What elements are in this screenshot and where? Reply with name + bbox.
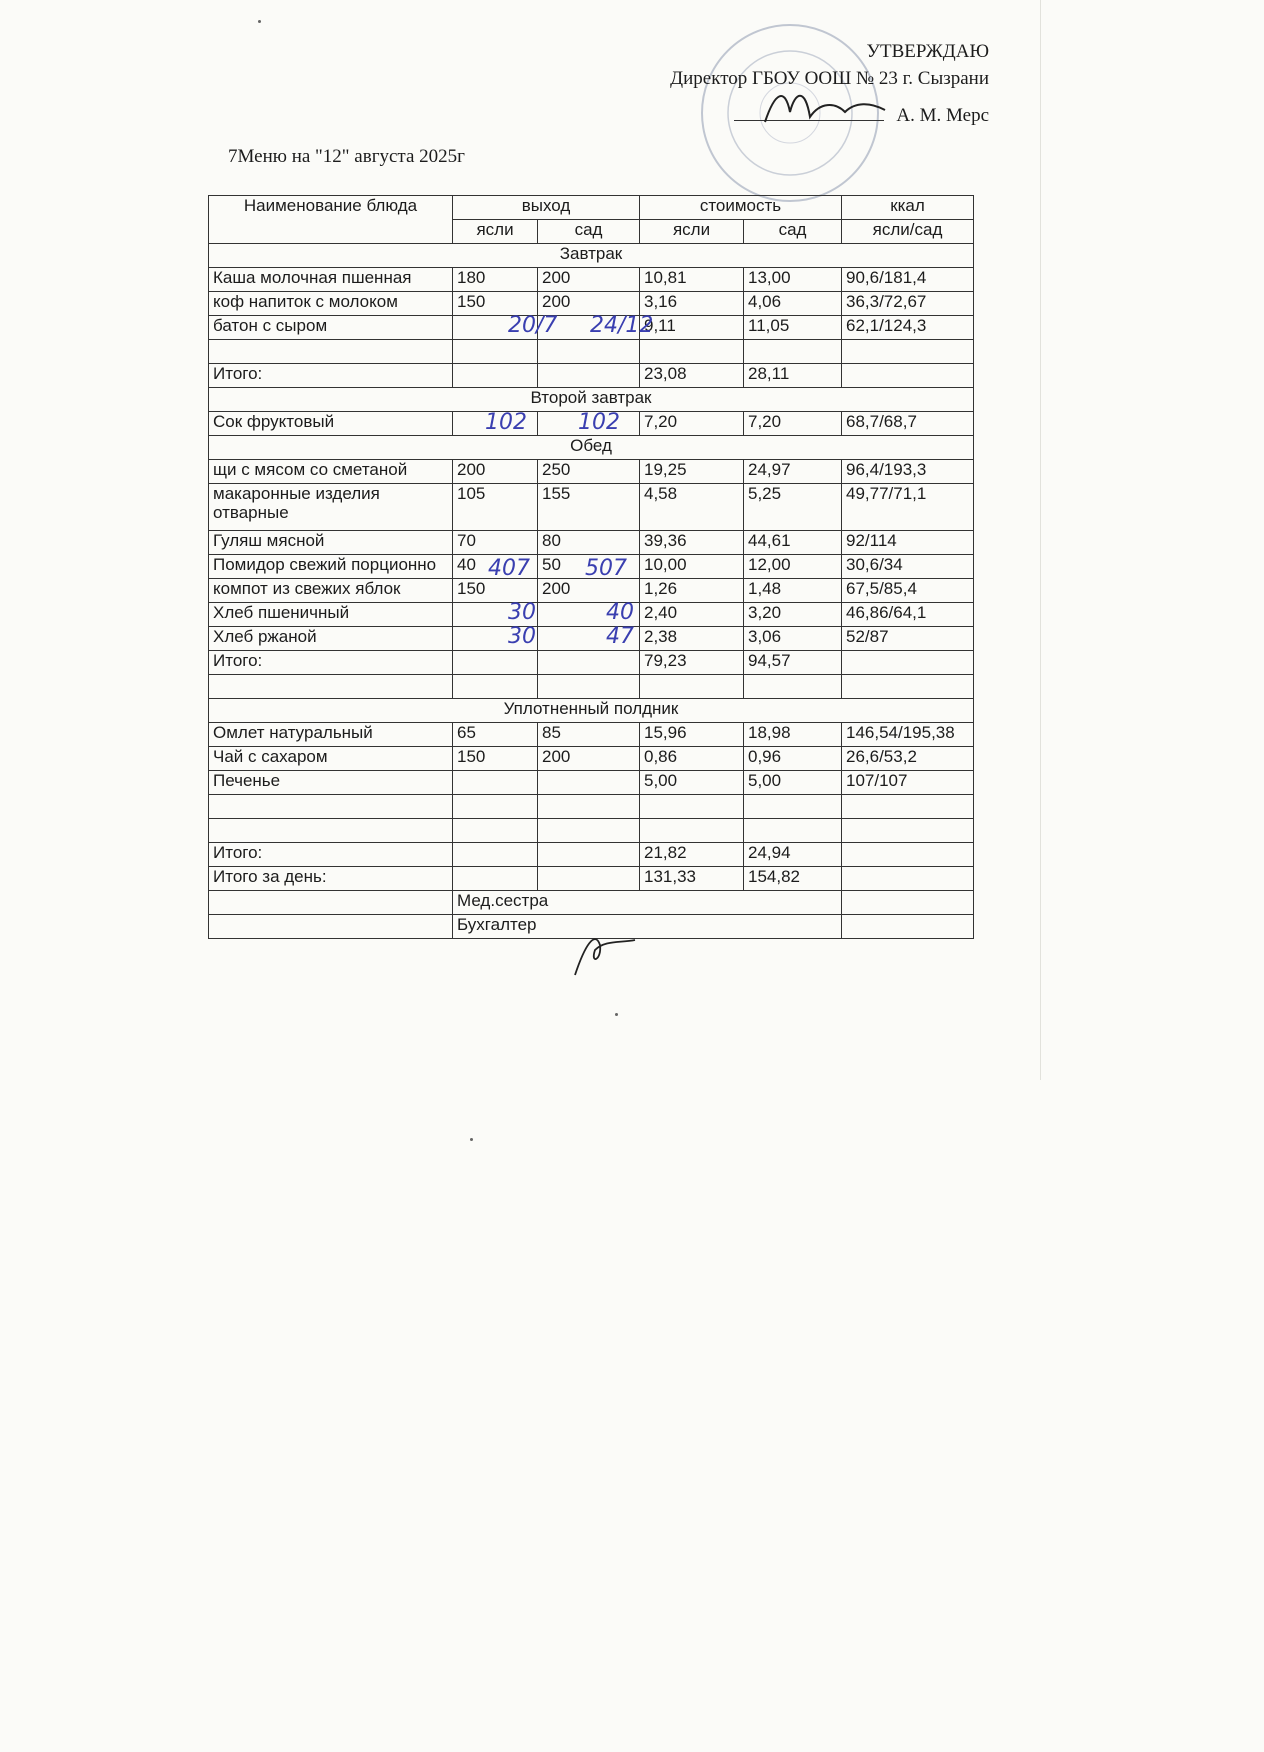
table-cell: коф напиток с молоком: [209, 292, 453, 316]
table-cell: [538, 843, 640, 867]
table-cell: 1,26: [640, 579, 744, 603]
table-cell: Каша молочная пшенная: [209, 268, 453, 292]
table-row: [209, 843, 974, 867]
table-cell: [538, 771, 640, 795]
speck: [470, 1138, 473, 1141]
table-cell: 90,6/181,4: [842, 268, 974, 292]
hand-tomato-garden: 507: [585, 556, 627, 581]
table-cell: 200: [538, 579, 640, 603]
table-row: [209, 675, 974, 699]
hand-baton-nursery: 20/7: [508, 313, 558, 338]
table-row: [209, 723, 974, 747]
table-cell: Чай с сахаром: [209, 747, 453, 771]
table-cell: 26,6/53,2: [842, 747, 974, 771]
table-cell: 10,00: [640, 555, 744, 579]
table-cell: Помидор свежий порционно: [209, 555, 453, 579]
table-cell: 49,77/71,1: [842, 484, 974, 531]
table-row: [209, 603, 974, 627]
table-cell: [453, 843, 538, 867]
approval-position: Директор ГБОУ ООШ № 23 г. Сызрани: [670, 68, 989, 89]
section-title: Завтрак: [209, 244, 974, 268]
table-cell: [209, 340, 453, 364]
table-cell: компот из свежих яблок: [209, 579, 453, 603]
table-cell: 19,25: [640, 460, 744, 484]
table-cell: 10,81: [640, 268, 744, 292]
section-row: [209, 436, 974, 460]
table-cell: [209, 795, 453, 819]
accountant-signature: [570, 925, 640, 980]
table-cell: Итого за день:: [209, 867, 453, 891]
section-title: Уплотненный полдник: [209, 699, 974, 723]
table-row: [209, 819, 974, 843]
hand-juice-nursery: 102: [485, 410, 527, 435]
table-cell: 0,96: [744, 747, 842, 771]
table-cell: [842, 364, 974, 388]
table-cell: Хлеб пшеничный: [209, 603, 453, 627]
table-cell: 18,98: [744, 723, 842, 747]
table-row: [209, 555, 974, 579]
table-cell: [209, 819, 453, 843]
table-cell: 0,86: [640, 747, 744, 771]
table-cell: 2,38: [640, 627, 744, 651]
header-cost-garden: сад: [744, 220, 842, 244]
section-row: [209, 699, 974, 723]
table-cell: 13,00: [744, 268, 842, 292]
section-title: Обед: [209, 436, 974, 460]
speck: [258, 20, 261, 23]
table-cell: 44,61: [744, 531, 842, 555]
table-cell: [538, 627, 640, 651]
table-cell: 150: [453, 579, 538, 603]
table-cell: 146,54/195,38: [842, 723, 974, 747]
table-cell: 5,25: [744, 484, 842, 531]
table-cell: щи с мясом со сметаной: [209, 460, 453, 484]
table-cell: 46,86/64,1: [842, 603, 974, 627]
hand-rye-nursery: 30: [508, 624, 536, 649]
table-cell: 80: [538, 531, 640, 555]
table-cell: 200: [538, 292, 640, 316]
table-cell: [842, 651, 974, 675]
table-cell: [640, 675, 744, 699]
table-cell: 67,5/85,4: [842, 579, 974, 603]
signature-line: [734, 120, 884, 121]
table-cell: [538, 795, 640, 819]
empty-cell: [842, 915, 974, 939]
table-cell: [538, 819, 640, 843]
table-cell: Гуляш мясной: [209, 531, 453, 555]
hand-wheat-garden: 40: [606, 600, 634, 625]
menu-title: 7Меню на "12" августа 2025г: [228, 146, 465, 167]
table-row: [209, 484, 974, 531]
table-row: [209, 867, 974, 891]
table-cell: [453, 771, 538, 795]
table-cell: Итого:: [209, 364, 453, 388]
table-cell: [453, 316, 538, 340]
table-cell: [640, 795, 744, 819]
table-cell: 85: [538, 723, 640, 747]
header-dish: Наименование блюда: [209, 196, 453, 244]
table-cell: [842, 819, 974, 843]
table-cell: 50: [538, 555, 640, 579]
table-cell: [453, 819, 538, 843]
table-cell: 1,48: [744, 579, 842, 603]
table-cell: 3,20: [744, 603, 842, 627]
table-cell: [453, 675, 538, 699]
table-cell: [842, 675, 974, 699]
table-cell: 3,16: [640, 292, 744, 316]
table-cell: [842, 843, 974, 867]
table-row: [209, 531, 974, 555]
table-cell: [538, 316, 640, 340]
footer-label: Мед.сестра: [453, 891, 842, 915]
table-cell: 28,11: [744, 364, 842, 388]
page-edge: [1040, 0, 1041, 1080]
menu-table: [208, 195, 974, 939]
table-cell: 4,58: [640, 484, 744, 531]
table-cell: [640, 340, 744, 364]
table-cell: 65: [453, 723, 538, 747]
table-cell: 40: [453, 555, 538, 579]
table-cell: [209, 675, 453, 699]
speck: [615, 1013, 618, 1016]
table-cell: 15,96: [640, 723, 744, 747]
section-row: [209, 388, 974, 412]
table-row: [209, 364, 974, 388]
table-row: [209, 627, 974, 651]
table-cell: 79,23: [640, 651, 744, 675]
table-cell: макаронные изделия отварные: [209, 484, 453, 531]
table-cell: 36,3/72,67: [842, 292, 974, 316]
empty-cell: [842, 891, 974, 915]
table-row: [209, 292, 974, 316]
table-cell: [453, 412, 538, 436]
hand-wheat-nursery: 30: [508, 600, 536, 625]
table-row: [209, 268, 974, 292]
table-row: [209, 579, 974, 603]
approval-block: [670, 38, 989, 129]
table-cell: 107/107: [842, 771, 974, 795]
table-cell: 21,82: [640, 843, 744, 867]
table-cell: 70: [453, 531, 538, 555]
table-cell: [453, 795, 538, 819]
table-cell: [453, 364, 538, 388]
table-cell: 200: [453, 460, 538, 484]
table-cell: 2,40: [640, 603, 744, 627]
table-row: [209, 651, 974, 675]
table-cell: 131,33: [640, 867, 744, 891]
table-cell: Сок фруктовый: [209, 412, 453, 436]
footer-label: Бухгалтер: [453, 915, 842, 939]
table-cell: 52/87: [842, 627, 974, 651]
table-cell: 3,06: [744, 627, 842, 651]
table-cell: 7,20: [744, 412, 842, 436]
table-cell: [453, 867, 538, 891]
table-cell: 9,11: [640, 316, 744, 340]
table-cell: Печенье: [209, 771, 453, 795]
table-row: [209, 460, 974, 484]
hand-baton-garden: 24/12: [590, 313, 654, 338]
table-cell: [744, 819, 842, 843]
hand-rye-garden: 47: [606, 624, 634, 649]
table-row: [209, 771, 974, 795]
table-cell: [538, 867, 640, 891]
table-cell: Омлет натуральный: [209, 723, 453, 747]
table-cell: 150: [453, 747, 538, 771]
table-cell: [538, 412, 640, 436]
header-output: выход: [453, 196, 640, 220]
table-row: [209, 340, 974, 364]
table-row: [209, 795, 974, 819]
table-cell: [453, 627, 538, 651]
table-cell: 96,4/193,3: [842, 460, 974, 484]
table-cell: [744, 340, 842, 364]
table-cell: [453, 340, 538, 364]
hand-juice-garden: 102: [578, 410, 620, 435]
approval-name: А. М. Мерс: [896, 105, 989, 126]
header-kcal: ккал: [842, 196, 974, 220]
table-cell: 7,20: [640, 412, 744, 436]
table-cell: 68,7/68,7: [842, 412, 974, 436]
empty-cell: [209, 915, 453, 939]
table-cell: [842, 867, 974, 891]
table-cell: 150: [453, 292, 538, 316]
table-row: [209, 412, 974, 436]
header-output-nursery: ясли: [453, 220, 538, 244]
table-cell: 200: [538, 747, 640, 771]
table-cell: 4,06: [744, 292, 842, 316]
table-cell: 24,97: [744, 460, 842, 484]
table-cell: 5,00: [640, 771, 744, 795]
header-kcal-sub: ясли/сад: [842, 220, 974, 244]
table-cell: [640, 819, 744, 843]
table-cell: 94,57: [744, 651, 842, 675]
section-row: [209, 244, 974, 268]
table-cell: 12,00: [744, 555, 842, 579]
table-cell: 39,36: [640, 531, 744, 555]
table-cell: [453, 651, 538, 675]
table-cell: Итого:: [209, 651, 453, 675]
header-output-garden: сад: [538, 220, 640, 244]
table-cell: 11,05: [744, 316, 842, 340]
table-cell: [744, 675, 842, 699]
table-cell: 24,94: [744, 843, 842, 867]
table-cell: 180: [453, 268, 538, 292]
table-cell: 5,00: [744, 771, 842, 795]
table-cell: [842, 340, 974, 364]
section-title: Второй завтрак: [209, 388, 974, 412]
table-cell: 200: [538, 268, 640, 292]
approval-title: УТВЕРЖДАЮ: [866, 41, 989, 62]
table-cell: 105: [453, 484, 538, 531]
table-cell: 92/114: [842, 531, 974, 555]
table-cell: [538, 651, 640, 675]
table-cell: 154,82: [744, 867, 842, 891]
table-cell: [842, 795, 974, 819]
table-cell: 23,08: [640, 364, 744, 388]
table-cell: [538, 675, 640, 699]
nurse-row: [209, 891, 974, 915]
empty-cell: [209, 891, 453, 915]
table-cell: Хлеб ржаной: [209, 627, 453, 651]
table-cell: 30,6/34: [842, 555, 974, 579]
table-row: [209, 747, 974, 771]
header-cost-nursery: ясли: [640, 220, 744, 244]
table-cell: Итого:: [209, 843, 453, 867]
table-cell: 250: [538, 460, 640, 484]
hand-tomato-nursery: 407: [488, 556, 530, 581]
table-cell: батон с сыром: [209, 316, 453, 340]
table-cell: 155: [538, 484, 640, 531]
header-cost: стоимость: [640, 196, 842, 220]
table-cell: [538, 603, 640, 627]
table-cell: [744, 795, 842, 819]
table-row: [209, 316, 974, 340]
table-cell: 62,1/124,3: [842, 316, 974, 340]
table-cell: [453, 603, 538, 627]
table-cell: [538, 364, 640, 388]
table-cell: [538, 340, 640, 364]
